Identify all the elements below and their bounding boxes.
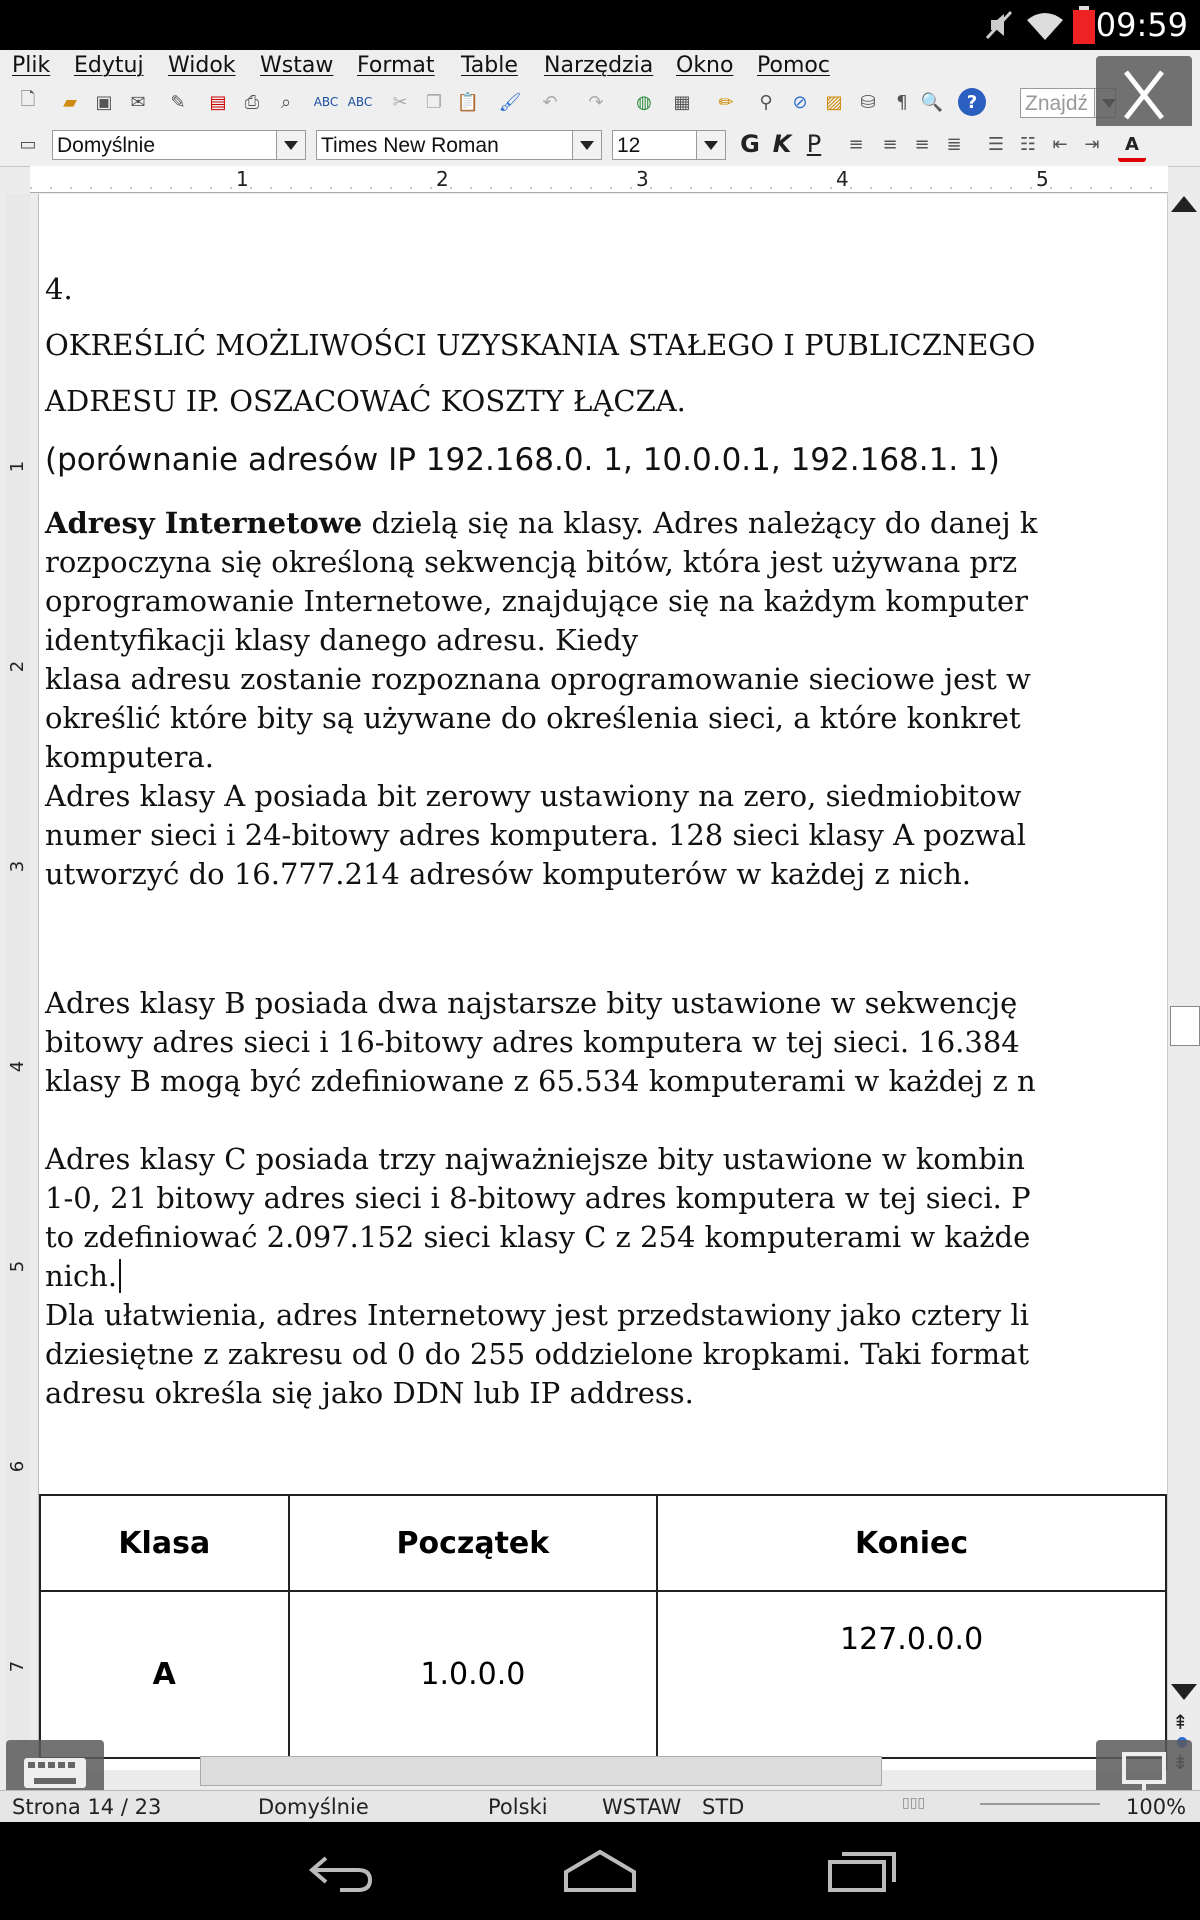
bold-button[interactable]: G [740, 130, 760, 158]
heading-line-1: OKREŚLIĆ MOŻLIWOŚCI UZYSKANIA STAŁEGO I PUBLICZNEGO [45, 328, 1036, 362]
navigator-icon[interactable]: ⊘ [792, 91, 808, 113]
document-page[interactable] [38, 194, 1167, 1770]
selection-mode-indicator[interactable]: STD [702, 1795, 745, 1819]
hyperlink-icon[interactable]: ◍ [636, 91, 652, 113]
vruler-label: 2 [7, 660, 29, 673]
document-status-bar [0, 1790, 1200, 1822]
text-line: identyfikacji klasy danego adresu. Kiedy [45, 623, 639, 657]
bold-term: Adresy Internetowe [45, 506, 363, 540]
writer-app [0, 50, 1200, 1822]
text-line: oprogramowanie Internetowe, znajdujące się na każdym komputer [45, 584, 1029, 618]
horizontal-scrollbar-thumb[interactable] [200, 1756, 882, 1786]
open-icon[interactable]: ▰ [63, 91, 77, 113]
email-icon[interactable]: ✉ [130, 91, 146, 113]
ruler-label: 4 [836, 167, 849, 191]
copy-icon[interactable]: ❐ [425, 91, 443, 113]
find-replace-icon[interactable]: ⚲ [759, 91, 773, 113]
heading-line-2: ADRESU IP. OSZACOWAĆ KOSZTY ŁĄCZA. [45, 384, 686, 418]
menu-file[interactable]: Plik [12, 53, 51, 78]
text-cursor [119, 1259, 121, 1293]
subheading: (porównanie adresów IP 192.168.0. 1, 10.0.0.1, 192.168.1. 1) [45, 442, 1000, 478]
paragraph-1 [45, 504, 1037, 894]
page-style[interactable]: Domyślnie [258, 1795, 369, 1819]
redo-icon[interactable]: ↷ [588, 91, 604, 113]
vruler-label: 7 [7, 1660, 29, 1673]
autospellcheck-icon[interactable]: ABC [347, 95, 373, 109]
vruler-label: 5 [7, 1260, 29, 1273]
view-layout-icon[interactable]: ▯▯▯ [902, 1795, 926, 1811]
text-line: komputera. [45, 740, 214, 774]
close-button[interactable] [1096, 56, 1192, 134]
menu-window[interactable]: Okno [676, 53, 734, 78]
paragraph-2 [45, 984, 1036, 1101]
close-icon [1096, 56, 1192, 134]
new-document-icon[interactable]: 🗋 [20, 89, 36, 110]
text-line: dzielą się na klasy. Adres należący do danej k [362, 506, 1038, 540]
menu-insert[interactable]: Wstaw [260, 53, 334, 78]
table-cell: 1.0.0.0 [289, 1591, 658, 1758]
standard-toolbar [0, 82, 1200, 127]
text-line: Adres klasy A posiada bit zerowy ustawiony na zero, siedmiobitow [45, 779, 1022, 813]
zoom-level[interactable]: 100% [1126, 1795, 1187, 1819]
paste-icon[interactable]: 📋 [456, 91, 480, 113]
menu-help[interactable]: Pomoc [757, 53, 830, 78]
clock: 09:59 [1095, 6, 1188, 44]
text-line: klasy B mogą być zdefiniowane z 65.534 komputerami w każdej z n [45, 1064, 1036, 1098]
vruler-label: 6 [7, 1460, 29, 1473]
print-preview-icon[interactable]: ⌕ [280, 91, 292, 113]
font-color-icon[interactable]: A [1118, 130, 1146, 162]
menu-format[interactable]: Format [357, 53, 435, 78]
table-header-row [40, 1495, 1166, 1591]
print-icon[interactable]: ⎙ [244, 91, 260, 113]
page-indicator[interactable]: Strona 14 / 23 [12, 1795, 162, 1819]
increase-indent-icon[interactable]: ⇥ [1084, 133, 1100, 155]
paragraph-style-select[interactable]: Domyślnie [52, 130, 306, 160]
android-navigation-bar [0, 1822, 1200, 1920]
text-line: Dla ułatwienia, adres Internetowy jest przedstawiony jako cztery li [45, 1298, 1030, 1332]
menu-view[interactable]: Widok [168, 53, 236, 78]
back-icon[interactable] [306, 1850, 376, 1892]
scroll-up-icon[interactable] [1171, 196, 1197, 212]
text-line: bitowy adres sieci i 16-bitowy adres komputera w tej sieci. 16.384 [45, 1025, 1020, 1059]
menu-tools[interactable]: Narzędzia [544, 53, 654, 78]
text-line: określić które bity są używane do określenia sieci, a które konkret [45, 701, 1021, 735]
font-name-select[interactable]: Times New Roman [316, 130, 602, 160]
home-icon[interactable] [560, 1846, 640, 1894]
ruler-label: 3 [636, 167, 649, 191]
vruler-label: 4 [7, 1060, 29, 1073]
vruler-label: 1 [7, 460, 29, 473]
table-cell: 127.0.0.0 [657, 1591, 1166, 1758]
menu-bar [0, 50, 1200, 83]
menu-edit[interactable]: Edytuj [74, 53, 144, 78]
align-right-icon[interactable]: ≡ [914, 133, 930, 155]
vruler-label: 3 [7, 860, 29, 873]
table-header: Klasa [40, 1495, 289, 1591]
export-pdf-icon[interactable]: ▤ [209, 91, 227, 113]
text-line: nich. [45, 1259, 118, 1293]
draw-icon[interactable]: ✏ [718, 91, 734, 113]
text-line: klasa adresu zostanie rozpoznana oprogramowanie sieciowe jest w [45, 662, 1031, 696]
recent-apps-icon[interactable] [826, 1848, 898, 1894]
vertical-ruler [6, 194, 30, 1770]
previous-page-icon[interactable]: ⇞ [1172, 1710, 1189, 1734]
table-header: Początek [289, 1495, 658, 1591]
text-line: dziesiętne z zakresu od 0 do 255 oddzielone kropkami. Taki format [45, 1337, 1030, 1371]
edit-file-icon[interactable]: ✎ [170, 91, 186, 113]
font-size-select[interactable]: 12 [612, 130, 726, 160]
mute-icon [985, 10, 1013, 40]
italic-button[interactable]: K [772, 130, 792, 158]
vertical-scrollbar[interactable] [1167, 194, 1200, 1770]
align-center-icon[interactable]: ≡ [882, 133, 898, 155]
undo-icon[interactable]: ↶ [542, 91, 558, 113]
text-line: utworzyć do 16.777.214 adresów komputerów w każdej z nich. [45, 857, 972, 891]
gallery-icon[interactable]: ▨ [825, 91, 843, 113]
insert-mode-indicator[interactable]: WSTAW [602, 1795, 682, 1819]
ruler-label: 2 [436, 167, 449, 191]
underline-button[interactable]: P [806, 130, 822, 158]
data-sources-icon[interactable]: ⛁ [860, 91, 876, 113]
align-left-icon[interactable]: ≡ [848, 133, 864, 155]
save-icon[interactable]: ▣ [95, 91, 113, 113]
zoom-icon[interactable]: 🔍 [920, 91, 944, 113]
text-line: numer sieci i 24-bitowy adres komputera. 128 sieci klasy A pozwal [45, 818, 1026, 852]
android-status-bar [0, 0, 1200, 50]
menu-table[interactable]: Table [461, 53, 518, 78]
ruler-label: 1 [236, 167, 249, 191]
paragraph-3 [45, 1140, 1031, 1413]
table-cell: A [40, 1591, 289, 1758]
bullets-icon[interactable]: ☷ [1019, 133, 1037, 155]
numbering-icon[interactable]: ☰ [987, 133, 1005, 155]
wifi-icon [1025, 10, 1065, 42]
decrease-indent-icon[interactable]: ⇤ [1052, 133, 1068, 155]
ip-class-table[interactable] [39, 1494, 1167, 1770]
text-line: adresu określa się jako DDN lub IP address. [45, 1376, 694, 1410]
cut-icon[interactable]: ✂ [392, 91, 408, 113]
text-line: 1-0, 21 bitowy adres sieci i 8-bitowy adres komputera w tej sieci. P [45, 1181, 1031, 1215]
language-indicator[interactable]: Polski [488, 1795, 548, 1819]
styles-icon[interactable]: ▭ [19, 133, 37, 155]
heading-number: 4. [45, 272, 73, 306]
formatting-toolbar [0, 126, 1200, 167]
spellcheck-icon[interactable]: ABC [313, 95, 339, 109]
zoom-slider[interactable] [980, 1803, 1100, 1805]
clone-formatting-icon[interactable]: 🖌 [498, 91, 522, 113]
table-row [40, 1591, 1166, 1758]
table-header: Koniec [657, 1495, 1166, 1591]
find-input[interactable]: Znajdź [1020, 88, 1116, 118]
formatting-marks-icon[interactable]: ¶ [896, 91, 908, 113]
horizontal-ruler[interactable] [30, 166, 1168, 193]
text-line: rozpoczyna się określoną sekwencją bitów, która jest używana prz [45, 545, 1018, 579]
text-line: Adres klasy C posiada trzy najważniejsze bity ustawione w kombin [45, 1142, 1025, 1176]
help-icon[interactable]: ? [958, 88, 986, 116]
ruler-label: 5 [1036, 167, 1049, 191]
justify-icon[interactable]: ≣ [946, 133, 962, 155]
text-line: Adres klasy B posiada dwa najstarsze bity ustawione w sekwencję [45, 986, 1018, 1020]
table-icon[interactable]: ▦ [673, 91, 691, 113]
battery-icon [1073, 6, 1095, 44]
text-line: to zdefiniować 2.097.152 sieci klasy C z 254 komputerami w każde [45, 1220, 1031, 1254]
ruler-ticks [30, 166, 1168, 192]
scroll-thumb[interactable] [1170, 1006, 1200, 1046]
scroll-down-icon[interactable] [1171, 1684, 1197, 1700]
